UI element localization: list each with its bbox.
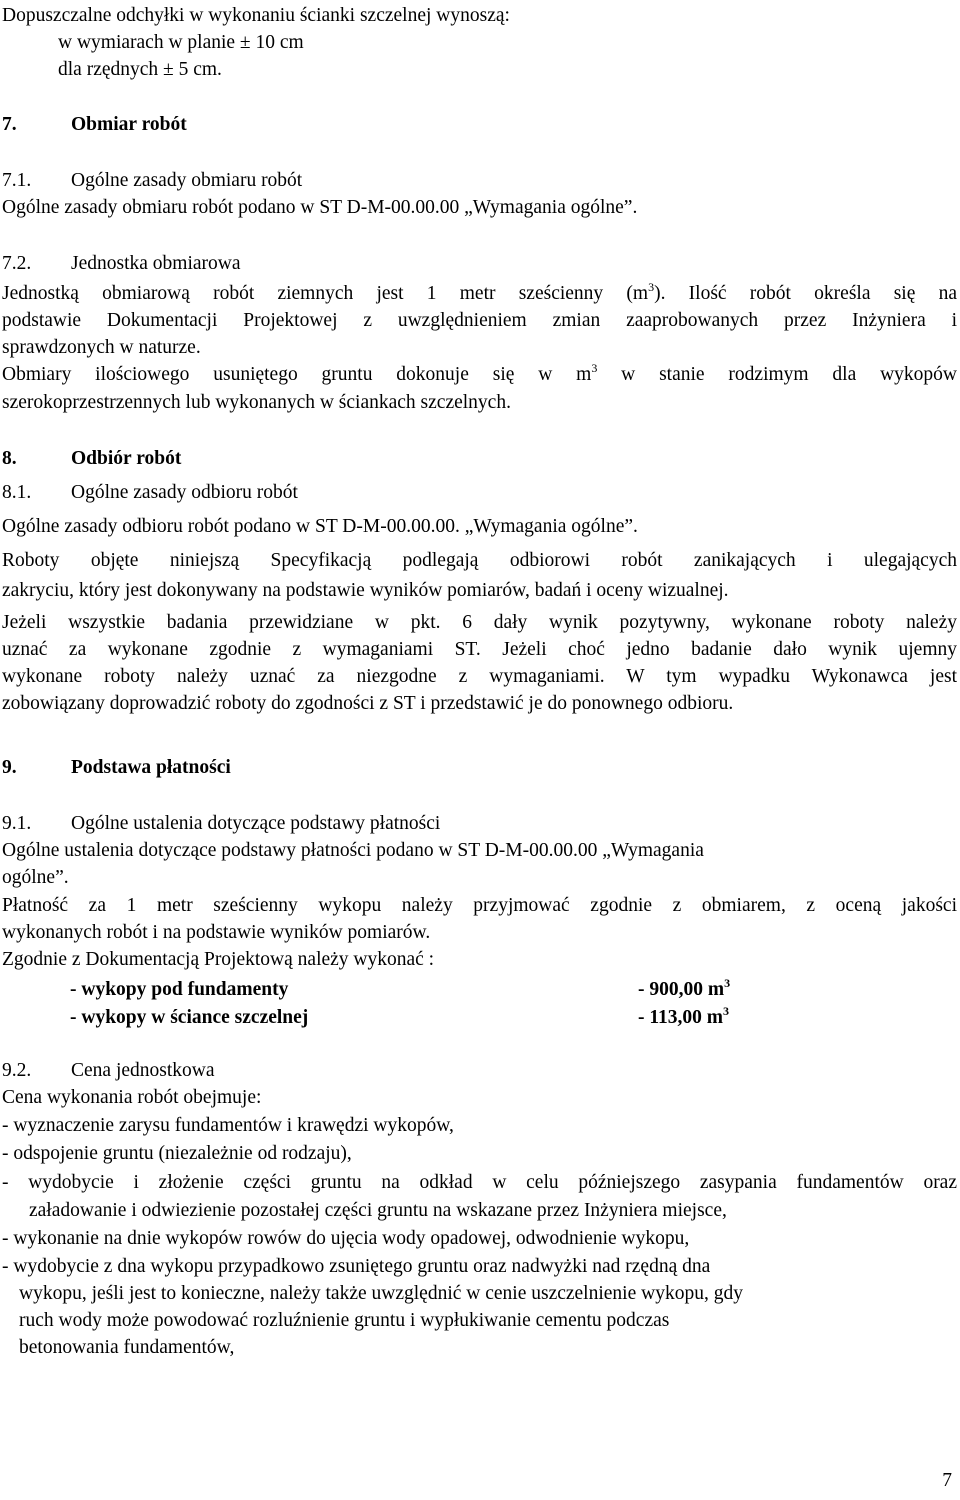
cena-item-5-line4: betonowania fundamentów, — [19, 1337, 235, 1358]
section-9-1-title: Ogólne ustalenia dotyczące podstawy płatności — [71, 813, 441, 834]
superscript-3: 3 — [591, 361, 598, 375]
section-8-heading — [2, 446, 181, 472]
cena-item-3-line2: załadowanie i odwiezienie pozostałej części gruntu na wskazane przez Inżyniera miejsce, — [29, 1200, 727, 1221]
section-8-1-heading — [2, 480, 298, 506]
superscript-3: 3 — [648, 280, 655, 294]
paragraph-obmiary-text-a: Obmiary ilościowego usuniętego gruntu dokonuje się w m — [2, 364, 592, 385]
paragraph-jednostka-line1 — [2, 281, 957, 307]
paragraph-obmiary-text-b: w stanie rodzimym dla wykopów — [621, 364, 957, 385]
section-7-heading — [2, 112, 187, 138]
cena-item-4: - wykonanie na dnie wykopów rowów do ujęcia wody opadowej, odwodnienie wykopu, — [2, 1228, 690, 1249]
page-number: 7 — [942, 1470, 952, 1491]
section-7-1-text: Ogólne zasady obmiaru robót podano w ST D-M-00.00.00 „Wymagania ogólne”. — [2, 197, 638, 218]
odchylki-intro: Dopuszczalne odchyłki w wykonaniu ścianki szczelnej wynoszą: — [2, 5, 510, 26]
cena-item-5-line1: - wydobycie z dna wykopu przypadkowo zsuniętego gruntu oraz nadwyżki nad rzędną dna — [2, 1256, 711, 1277]
paragraph-jezeli-line3: wykonane roboty należy uznać za niezgodne z wymaganiami. W tym wypadku Wykonawca jest — [2, 666, 957, 687]
paragraph-jednostka-text-a: Jednostką obmiarową robót ziemnych jest 1 metr sześcienny (m — [2, 283, 649, 304]
paragraph-jednostka-line2: podstawie Dokumentacji Projektowej z uwzględnieniem zmian zaaprobowanych przez Inżyniera i — [2, 310, 957, 331]
paragraph-obmiary-line1 — [2, 362, 957, 388]
section-7-1-title: Ogólne zasady obmiaru robót — [71, 170, 303, 191]
section-9-heading — [2, 755, 231, 781]
quantity-label: - wykopy w ściance szczelnej — [70, 1007, 309, 1028]
paragraph-jezeli-line1: Jeżeli wszystkie badania przewidziane w pkt. 6 dały wynik pozytywny, wykonane roboty należy — [2, 612, 957, 633]
cena-item-2: - odspojenie gruntu (niezależnie od rodzaju), — [2, 1143, 352, 1164]
section-7-1-heading — [2, 168, 302, 194]
odchylki-item-rzedne: dla rzędnych ± 5 cm. — [58, 59, 222, 80]
cena-intro: Cena wykonania robót obejmuje: — [2, 1087, 262, 1108]
paragraph-zgodnie: Zgodnie z Dokumentacją Projektową należy wykonać : — [2, 949, 435, 970]
section-8-title: Odbiór robót — [71, 448, 182, 469]
section-7-title: Obmiar robót — [71, 114, 187, 135]
quantity-value — [638, 1005, 729, 1031]
section-7-2-title: Jednostka obmiarowa — [71, 253, 241, 274]
section-9-title: Podstawa płatności — [71, 757, 231, 778]
cena-item-5-line2: wykopu, jeśli jest to konieczne, należy także uwzględnić w cenie uszczelnienie wykopu, gdy — [19, 1283, 743, 1304]
cena-item-5-line3: ruch wody może powodować rozluźnienie gruntu i wypłukiwanie cementu podczas — [19, 1310, 670, 1331]
paragraph-jezeli-line4: zobowiązany doprowadzić roboty do zgodności z ST i przedstawić je do ponownego odbioru. — [2, 693, 734, 714]
section-9-2-title: Cena jednostkowa — [71, 1060, 215, 1081]
section-9-1-line2: ogólne”. — [2, 867, 69, 888]
section-9-1-number: 9.1. — [2, 813, 32, 834]
section-7-number: 7. — [2, 114, 17, 135]
superscript-3: 3 — [724, 976, 731, 990]
quantity-value-text: - 900,00 m — [638, 979, 725, 1000]
section-9-2-heading — [2, 1058, 215, 1084]
section-9-2-number: 9.2. — [2, 1060, 32, 1081]
section-7-2-number: 7.2. — [2, 253, 32, 274]
quantity-value-text: - 113,00 m — [638, 1007, 724, 1028]
paragraph-jezeli-line2: uznać za wykonane zgodnie z wymaganiami ST. Jeżeli choć jedno badanie dało wynik ujemny — [2, 639, 957, 660]
quantity-value — [638, 977, 730, 1003]
section-8-1-number: 8.1. — [2, 482, 32, 503]
section-8-number: 8. — [2, 448, 17, 469]
section-7-2-heading — [2, 251, 241, 277]
section-9-number: 9. — [2, 757, 17, 778]
cena-item-3-line1: - wydobycie i złożenie części gruntu na odkład w celu późniejszego zasypania fundamentów oraz — [2, 1172, 957, 1193]
section-7-1-number: 7.1. — [2, 170, 32, 191]
section-9-1-heading — [2, 811, 440, 837]
section-8-1-title: Ogólne zasady odbioru robót — [71, 482, 298, 503]
quantity-label: - wykopy pod fundamenty — [70, 979, 289, 1000]
section-9-1-line1: Ogólne ustalenia dotyczące podstawy płatności podano w ST D-M-00.00.00 „Wymagania — [2, 840, 704, 861]
paragraph-obmiary-line2: szerokoprzestrzennych lub wykonanych w ściankach szczelnych. — [2, 392, 511, 413]
section-8-1-text: Ogólne zasady odbioru robót podano w ST D-M-00.00.00. „Wymagania ogólne”. — [2, 516, 638, 537]
paragraph-jednostka-line3: sprawdzonych w naturze. — [2, 337, 201, 358]
superscript-3: 3 — [723, 1004, 730, 1018]
paragraph-platnosc-line2: wykonanych robót i na podstawie wyników pomiarów. — [2, 922, 431, 943]
cena-item-1: - wyznaczenie zarysu fundamentów i krawędzi wykopów, — [2, 1115, 454, 1136]
paragraph-platnosc-line1: Płatność za 1 metr sześcienny wykopu należy przyjmować zgodnie z obmiarem, z oceną jakości — [2, 895, 957, 916]
paragraph-roboty-line1: Roboty objęte niniejszą Specyfikacją podlegają odbiorowi robót zanikających i ulegających — [2, 550, 957, 571]
paragraph-jednostka-text-b: ). Ilość robót określa się na — [654, 283, 958, 304]
paragraph-roboty-line2: zakryciu, który jest dokonywany na podstawie wyników pomiarów, badań i oceny wizualnej. — [2, 580, 729, 601]
odchylki-item-plan: w wymiarach w planie ± 10 cm — [58, 32, 304, 53]
